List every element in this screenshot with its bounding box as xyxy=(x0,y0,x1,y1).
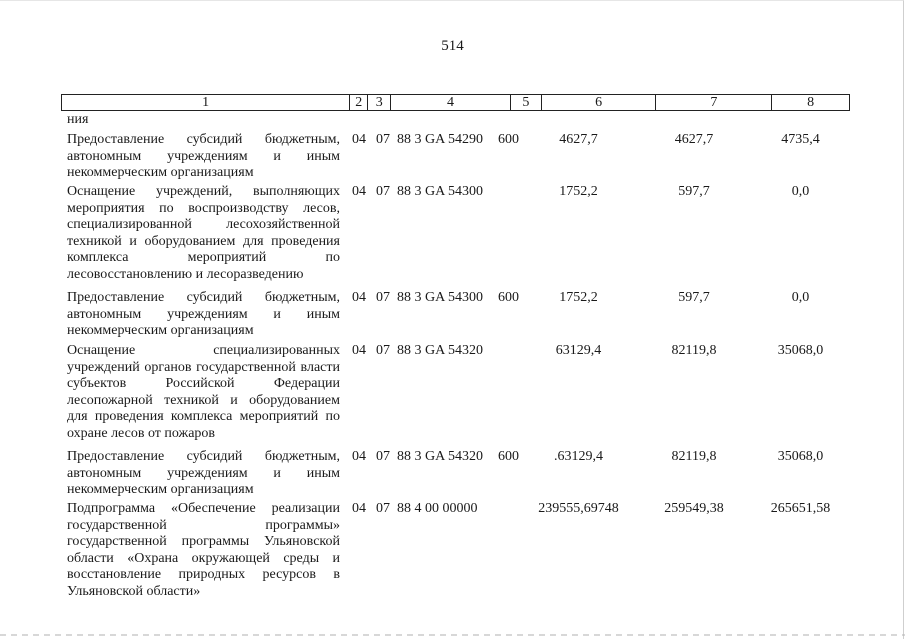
row-subsection: 07 xyxy=(376,449,390,464)
header-col-5: 5 xyxy=(511,95,542,110)
row-value-col8: 4735,4 xyxy=(781,132,820,147)
row-name: Предоставление субсидий бюджетным, автономным учреждениям и иным некоммерческим организациям xyxy=(67,449,340,497)
table-body xyxy=(0,112,905,607)
page-number: 514 xyxy=(441,38,464,54)
table-row xyxy=(0,132,905,184)
row-value-col6: .63129,4 xyxy=(554,449,603,464)
row-value-col6: 63129,4 xyxy=(555,343,602,358)
row-value-col7: 259549,38 xyxy=(664,501,724,516)
row-expense-type: 600 xyxy=(498,132,519,147)
row-subsection: 07 xyxy=(376,343,390,358)
row-target-code: 88 3 GA 54290 xyxy=(397,132,483,147)
row-target-code: 88 3 GA 54320 xyxy=(397,343,483,358)
row-section: 04 xyxy=(352,290,366,305)
row-target-code: 88 3 GA 54300 xyxy=(397,290,483,305)
row-value-col7: 82119,8 xyxy=(671,449,717,464)
header-col-4: 4 xyxy=(391,95,511,110)
table-row xyxy=(0,501,905,607)
row-target-code: 88 4 00 00000 xyxy=(397,501,478,516)
row-subsection: 07 xyxy=(376,290,390,305)
header-col-1: 1 xyxy=(62,95,350,110)
row-section: 04 xyxy=(352,132,366,147)
header-col-8: 8 xyxy=(807,95,815,110)
table-row xyxy=(0,343,905,449)
row-value-col7: 82119,8 xyxy=(671,343,717,358)
row-value-col6: 239555,69748 xyxy=(538,501,619,516)
row-name: Оснащение учреждений, выполняющих мероприятия по воспроизводству лесов, специализированной лесохозяйственной техникой и оборудованием для проведения комплекса мероприятий по лесовосстановлению и лесоразведению xyxy=(67,184,340,282)
row-value-col7: 4627,7 xyxy=(674,132,714,147)
row-value-col8: 0,0 xyxy=(791,290,810,305)
row-value-col7: 597,7 xyxy=(678,184,710,199)
row-section: 04 xyxy=(352,449,366,464)
row-name: Предоставление субсидий бюджетным, автономным учреждениям и иным некоммерческим организациям xyxy=(67,290,340,338)
header-col-7: 7 xyxy=(656,95,772,110)
row-target-code: 88 3 GA 54300 xyxy=(397,184,483,199)
header-col-2: 2 xyxy=(350,95,368,110)
row-expense-type: 600 xyxy=(498,290,519,305)
table-row xyxy=(0,112,905,132)
header-col-6: 6 xyxy=(542,95,657,110)
row-section: 04 xyxy=(352,501,366,516)
row-section: 04 xyxy=(352,184,366,199)
scan-noise xyxy=(0,634,905,636)
row-value-col8: 35068,0 xyxy=(777,449,824,464)
row-name: ния xyxy=(67,112,89,127)
row-section: 04 xyxy=(352,343,366,358)
header-col-3: 3 xyxy=(368,95,391,110)
row-value-col6: 1752,2 xyxy=(559,184,598,199)
row-name: Подпрограмма «Обеспечение реализации государственной программы» государственной программы Ульяновской области «Охрана окружающей среды и восстановление природных ресурсов в Ульяновской области» xyxy=(67,501,340,599)
row-value-col6: 1752,2 xyxy=(559,290,598,305)
row-target-code: 88 3 GA 54320 xyxy=(397,449,483,464)
row-subsection: 07 xyxy=(376,501,390,516)
table-row xyxy=(0,290,905,343)
row-name: Оснащение специализированных учреждений органов государственной власти субъектов Российской Федерации лесопожарной техникой и оборудованием для проведения комплекса мероприятий по охране лесов от пожаров xyxy=(67,343,340,441)
table-row xyxy=(0,184,905,290)
row-subsection: 07 xyxy=(376,184,390,199)
row-value-col7: 597,7 xyxy=(678,290,710,305)
table-header xyxy=(61,94,850,111)
row-value-col6: 4627,7 xyxy=(559,132,598,147)
row-value-col8: 35068,0 xyxy=(777,343,824,358)
row-name: Предоставление субсидий бюджетным, автономным учреждениям и иным некоммерческим организациям xyxy=(67,132,340,180)
row-expense-type: 600 xyxy=(498,449,519,464)
table-row xyxy=(0,449,905,501)
row-value-col8: 0,0 xyxy=(791,184,810,199)
row-value-col8: 265651,58 xyxy=(770,501,831,516)
row-subsection: 07 xyxy=(376,132,390,147)
